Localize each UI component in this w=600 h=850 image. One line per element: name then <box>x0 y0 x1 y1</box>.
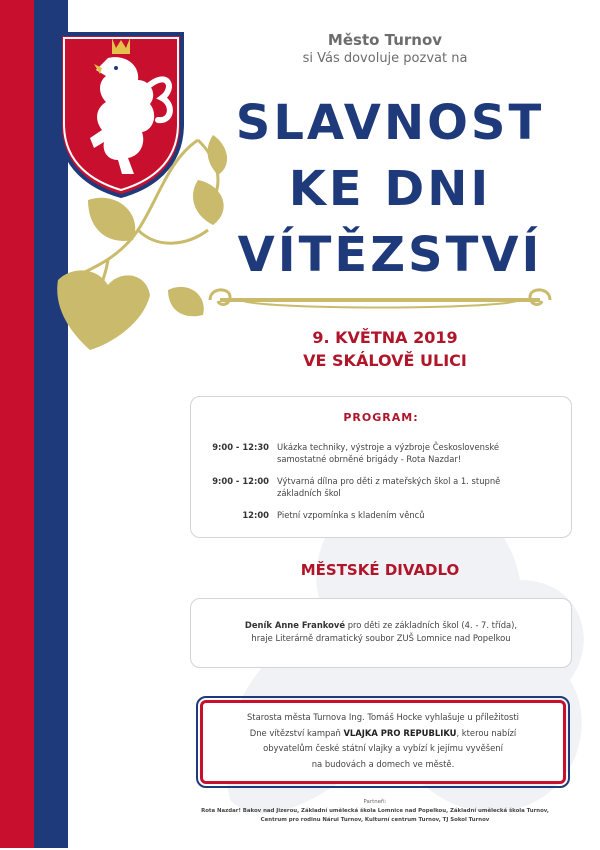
play-performer: hraje Literárně dramatický soubor ZUŠ Lomnice nad Popelkou <box>251 633 511 643</box>
event-date: 9. KVĚTNA 2019 <box>312 328 458 347</box>
program-time: 9:00 - 12:30 <box>212 442 269 452</box>
campaign-line-2 <box>213 726 553 742</box>
event-place: VE SKÁLOVĚ ULICI <box>303 351 467 370</box>
play-title: Deník Anne Frankové <box>244 620 346 630</box>
program-time: 12:00 <box>242 510 269 520</box>
campaign-line-4: na budovách a domech ve městě. <box>311 758 455 769</box>
campaign-line-3: obyvatelům české státní vlajky a vybízí k jejímu vyvěšení <box>263 743 503 753</box>
ornamental-divider-icon <box>200 285 560 315</box>
campaign-text <box>213 710 553 772</box>
title-line-1: SLAVNOST <box>235 95 545 151</box>
play-audience: pro děti ze základních škol (4. - 7. třída), <box>345 620 518 630</box>
program-heading: PROGRAM: <box>343 411 419 424</box>
event-date-place <box>200 326 570 372</box>
program-text: Ukázka techniky, výstroje a výzbroje Československé samostatné obrněné brigády - Rota Nazdar! <box>277 442 500 464</box>
flag-stripe-red <box>0 0 34 848</box>
campaign-box <box>200 700 566 784</box>
header <box>200 30 570 68</box>
theatre-box <box>190 598 572 668</box>
partners <box>160 798 590 825</box>
invitation-text: si Vás dovoluje pozvat na <box>302 51 468 66</box>
program-time: 9:00 - 12:00 <box>212 476 269 486</box>
partners-line-1: Rota Nazdar! Bakov nad Jizerou, Základní umělecká škola Lomnice nad Popelkou, Základní umělecká škola Turnov, <box>201 808 549 814</box>
event-title <box>200 90 580 288</box>
program-text: Pietní vzpomínka s kladením věnců <box>277 510 425 520</box>
title-line-2: KE DNI <box>288 161 492 217</box>
campaign-line-2a: Dne vítězství kampaň <box>249 727 344 738</box>
partners-label: Partneři: <box>363 799 387 805</box>
coat-of-arms-lion-icon <box>54 28 188 200</box>
program-box <box>190 396 572 538</box>
program-text: Výtvarná dílna pro děti z mateřských škol a 1. stupně základních škol <box>277 476 501 498</box>
partners-line-2: Centrum pro rodinu Nárui Turnov, Kulturní centrum Turnov, TJ Sokol Turnov <box>260 817 490 823</box>
title-line-3: VÍTĚZSTVÍ <box>237 227 543 283</box>
campaign-line-2c: , kterou nabízí <box>456 727 517 738</box>
campaign-line-1: Starosta města Turnova Ing. Tomáš Hocke vyhlašuje u příležitosti <box>246 712 519 722</box>
theatre-text <box>201 619 561 645</box>
campaign-name: VLAJKA PRO REPUBLIKU <box>343 727 457 738</box>
city-name: Město Turnov <box>327 31 443 49</box>
theatre-heading: MĚSTSKÉ DIVADLO <box>300 561 460 579</box>
